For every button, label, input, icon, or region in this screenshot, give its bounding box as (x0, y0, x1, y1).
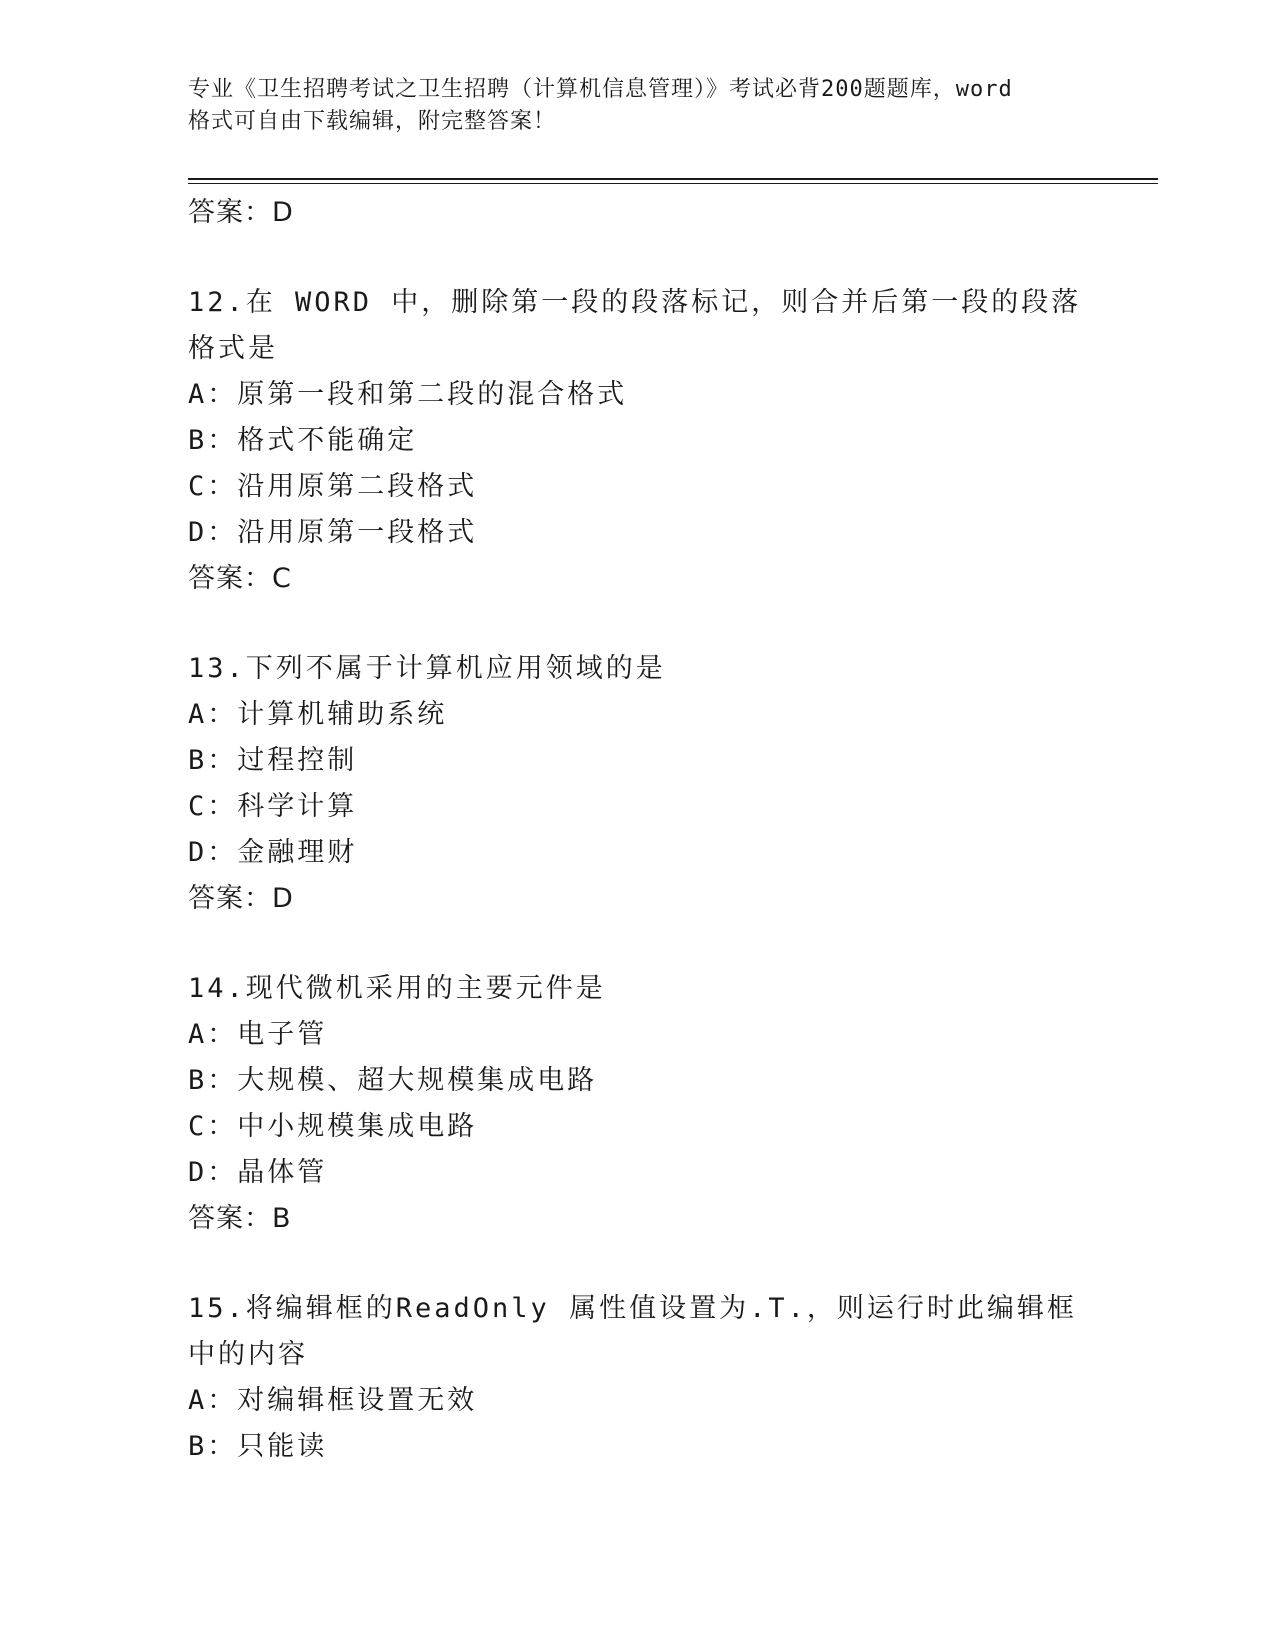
question-text: 12.在 WORD 中，删除第一段的段落标记，则合并后第一段的段落格式是 (188, 287, 1082, 364)
option-b: B：只能读 (188, 1431, 328, 1462)
answer-label: 答案：C (188, 563, 292, 594)
header-divider-thin (188, 183, 1158, 184)
question-block-14 (188, 966, 1088, 1242)
option-b: B：大规模、超大规模集成电路 (188, 1065, 598, 1096)
answer-label: 答案：D (188, 197, 294, 228)
option-a: A：计算机辅助系统 (188, 699, 448, 730)
question-text: 14.现代微机采用的主要元件是 (188, 973, 606, 1004)
option-d: D：沿用原第一段格式 (188, 517, 478, 548)
option-c: C：中小规模集成电路 (188, 1111, 478, 1142)
option-c: C：沿用原第二段格式 (188, 471, 478, 502)
header-line-2: 格式可自由下载编辑，附完整答案！ (188, 109, 557, 134)
document-header (188, 74, 1098, 138)
question-text: 15.将编辑框的ReadOnly 属性值设置为.T.，则运行时此编辑框中的内容 (188, 1293, 1077, 1370)
option-c: C：科学计算 (188, 791, 358, 822)
option-b: B：格式不能确定 (188, 425, 418, 456)
header-divider (188, 178, 1158, 180)
answer-label: 答案：D (188, 883, 294, 914)
option-a: A：对编辑框设置无效 (188, 1385, 478, 1416)
question-list (188, 190, 1088, 1470)
option-a: A：电子管 (188, 1019, 328, 1050)
option-d: D：金融理财 (188, 837, 358, 868)
option-b: B：过程控制 (188, 745, 358, 776)
header-line-1: 专业《卫生招聘考试之卫生招聘（计算机信息管理）》考试必背200题题库，word (188, 77, 1013, 102)
question-block-13 (188, 646, 1088, 922)
option-a: A：原第一段和第二段的混合格式 (188, 379, 628, 410)
answer-label: 答案：B (188, 1203, 292, 1234)
option-d: D：晶体管 (188, 1157, 328, 1188)
question-text: 13.下列不属于计算机应用领域的是 (188, 653, 666, 684)
question-block-15 (188, 1286, 1088, 1470)
question-block-12 (188, 280, 1088, 602)
